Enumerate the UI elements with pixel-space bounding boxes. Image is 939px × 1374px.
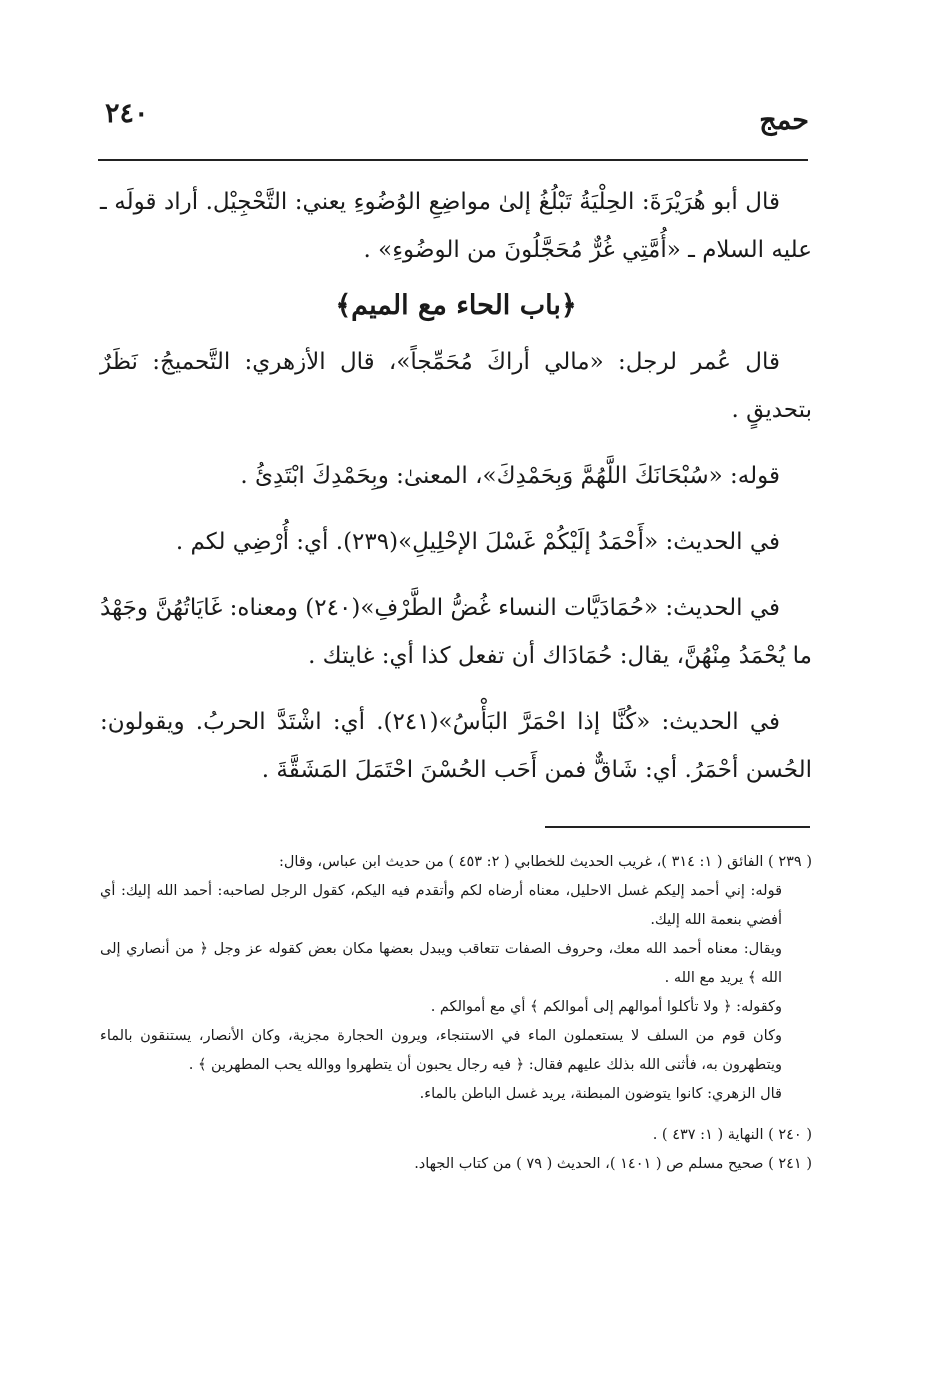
paragraph-hadith-239: في الحديث: «أَحْمَدُ إلَيْكُمْ غَسْلَ الإحْلِيلِ»(٢٣٩). أي: أُرْضِي لكم . — [175, 529, 780, 555]
footnote-239-line: ويقال: معناه أحمد الله معك، وحروف الصفات تتعاقب ويبدل بعضها مكان بعض كقوله عز وجل ﴿ من أنصاري إلى الله ﴾ يريد مع الله . — [100, 941, 782, 986]
page-number: ٢٤٠ — [105, 98, 149, 129]
paragraph-hadith-241: في الحديث: «كُنَّا إذا احْمَرَّ البَأْسُ»(٢٤١). أي: اشْتَدَّ الحربُ. ويقولون: الحُسن أحْمَرُ. أي: شَاقٌّ فمن أَحَب الحُسْنَ احْتَمَلَ المَشَقَّةَ . — [100, 709, 812, 783]
main-text — [100, 178, 812, 794]
footnote-241: ( ٢٤١ ) صحيح مسلم ص ( ١٤٠١ )، الحديث ( ٧٩ ) من كتاب الجهاد. — [414, 1156, 812, 1172]
footnote-rule — [545, 826, 810, 828]
section-title: ﴿باب الحاء مع الميم﴾ — [335, 290, 577, 321]
paragraph-subhanaka: قوله: «سُبْحَانَكَ اللَّهُمَّ وَبِحَمْدِكَ»، المعنىٰ: وبِحَمْدِكَ ابْتَدِئُ . — [240, 463, 780, 489]
root-word-header: حمج — [759, 105, 809, 136]
footnotes — [100, 848, 812, 1179]
footnote-239-line: قوله: إني أحمد إليكم غسل الاحليل، معناه أرضاه لكم وأتقدم فيه اليكم، كقول الرجل لصاحبه: أحمد الله إليك: أي أفضي بنعمة الله إليك. — [100, 883, 782, 928]
footnote-239-line: وكان قوم من السلف لا يستعملون الماء في الاستنجاء، ويرون الحجارة مجزية، وكان الأنصار، يستنقون بالماء ويتطهرون به، فأثنى الله بذلك عليهم فقال: ﴿ فيه رجال يحبون أن يتطهروا ووالله يحب المطهرين ﴾ . — [100, 1028, 782, 1073]
header-rule — [98, 159, 808, 161]
footnote-239-line: وكقوله: ﴿ ولا تأكلوا أموالهم إلى أموالكم ﴾ أي مع أموالكم . — [430, 999, 782, 1015]
paragraph-umar: قال عُمر لرجل: «مالي أراكَ مُحَمِّجاً»، قال الأزهري: التَّحميجُ: نَظَرٌ بتحديقٍ . — [100, 349, 812, 423]
footnote-239-line: قال الزهري: كانوا يتوضون المبطنة، يريد غسل الباطن بالماء. — [419, 1086, 782, 1102]
paragraph-hadith-240: في الحديث: «حُمَادَيَّات النساء غُضُّ الطَّرْفِ»(٢٤٠) ومعناه: غَايَاتُهُنَّ وجَهْدُ ما يُحْمَدُ مِنْهُنَّ، يقال: حُمَادَاك أن تفعل كذا أي: غايتك . — [100, 595, 812, 669]
footnote-239-source: ( ٢٣٩ ) الفائق ( ١: ٣١٤ )، غريب الحديث للخطابي ( ٢: ٤٥٣ ) من حديث ابن عباس، وقال: — [279, 854, 812, 870]
paragraph-abu-hurayra: قال أبو هُرَيْرَةَ: الحِلْيَةُ تَبْلُغُ إلىٰ مواضِعِ الوُضُوءِ يعني: التَّحْجِيْل. أراد قولَه ـ عليه السلام ـ «أُمَّتِي غُرٌّ مُحَجَّلُونَ من الوضُوءِ» . — [100, 189, 812, 263]
footnote-240: ( ٢٤٠ ) النهاية ( ١: ٤٣٧ ) . — [652, 1127, 812, 1143]
